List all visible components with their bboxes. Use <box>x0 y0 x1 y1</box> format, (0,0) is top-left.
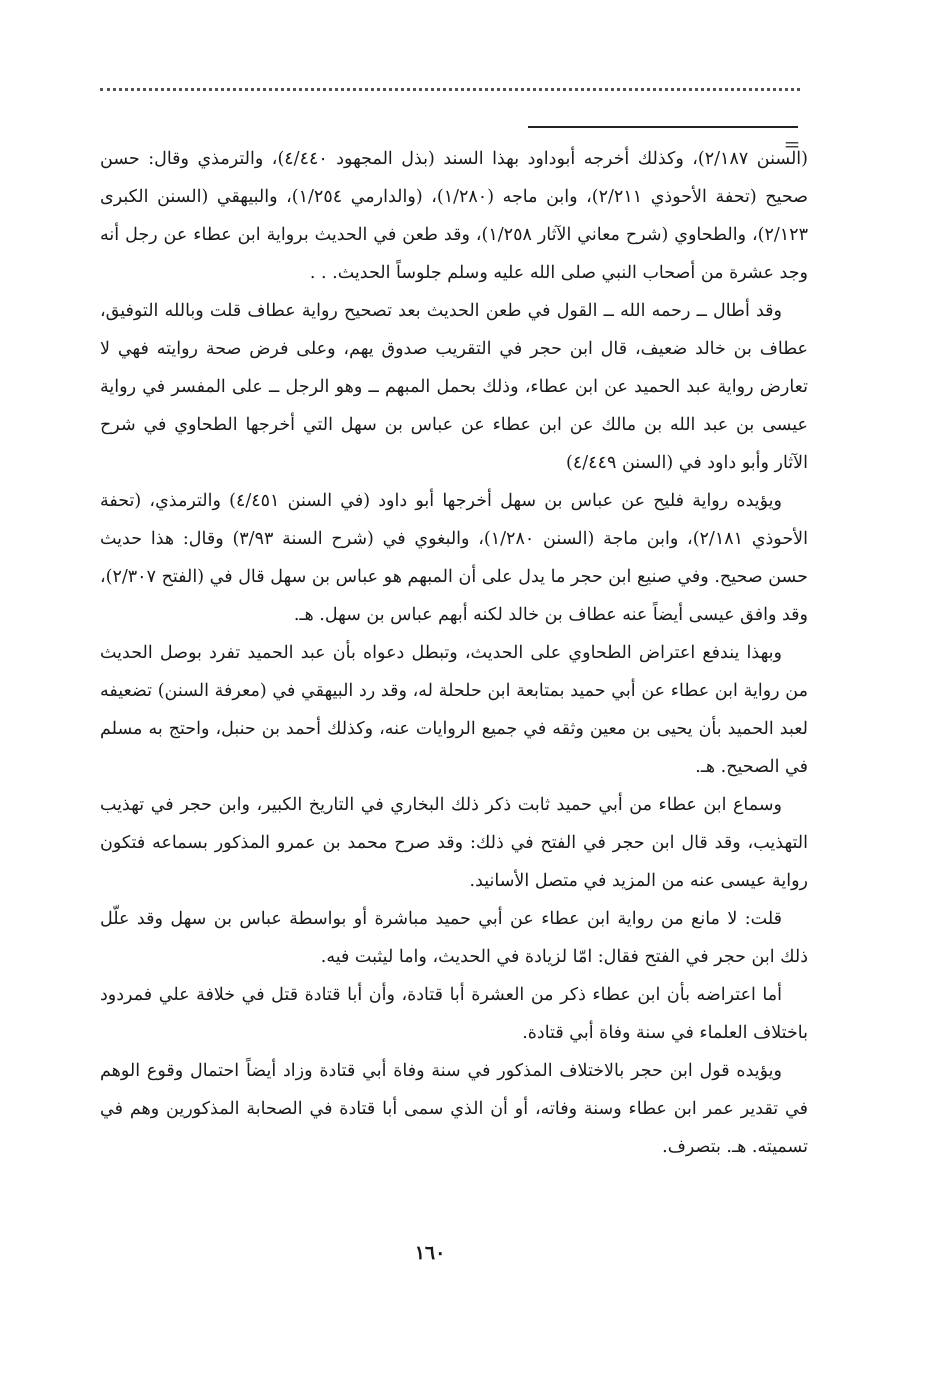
footnote-separator-rule <box>528 126 798 128</box>
footnote-continuation-mark: = <box>783 132 801 156</box>
header-dotted-rule <box>100 88 800 91</box>
footnote-paragraph-5: وسماع ابن عطاء من أبي حميد ثابت ذكر ذلك البخاري في التاريخ الكبير، وابن حجر في تهذيب التهذيب، وقد قال ابن حجر في الفتح في ذلك: وقد صرح محمد بن عمرو المذكور بسماعه فتكون رواية عيسى عنه من المزيد في متصل الأسانيد. <box>100 795 808 891</box>
footnote-paragraph-8: ويؤيده قول ابن حجر بالاختلاف المذكور في سنة وفاة أبي قتادة وزاد أيضاً احتمال وقوع الوهم في تقدير عمر ابن عطاء وسنة وفاته، أو أن الذي سمى أبا قتادة في الصحابة المذكورين وهم في تسميته. هـ. بتصرف. <box>100 1061 808 1157</box>
footnote-paragraph-6: قلت: لا مانع من رواية ابن عطاء عن أبي حميد مباشرة أو بواسطة عباس بن سهل وقد علّل ذلك ابن حجر في الفتح فقال: امّا لزيادة في الحديث، واما ليثبت فيه. <box>100 909 808 967</box>
footnote-text <box>100 140 808 1166</box>
footnote-paragraph-7: أما اعتراضه بأن ابن عطاء ذكر من العشرة أبا قتادة، وأن أبا قتادة قتل في خلافة علي فمردود باختلاف العلماء في سنة وفاة أبي قتادة. <box>100 985 808 1043</box>
page-number: ١٦٠ <box>414 1242 446 1264</box>
footnote-paragraph-1: (السنن ٢/١٨٧)، وكذلك أخرجه أبوداود بهذا السند (بذل المجهود ٤/٤٤٠)، والترمذي وقال: حسن صحيح (تحفة الأحوذي ٢/٢١١)، وابن ماجه (١/٢٨٠)، (والدارمي ١/٢٥٤)، والبيهقي (السنن الكبرى ٢/١٢٣)، والطحاوي (شرح معاني الآثار ١/٢٥٨)، وقد طعن في الحديث برواية ابن عطاء عن رجل أنه وجد عشرة من أصحاب النبي صلى الله عليه وسلم جلوساً الحديث. . . <box>100 149 809 283</box>
footnote-paragraph-4: وبهذا يندفع اعتراض الطحاوي على الحديث، وتبطل دعواه بأن عبد الحميد تفرد بوصل الحديث من رواية ابن عطاء عن أبي حميد بمتابعة ابن حلحلة له، وقد رد البيهقي في (معرفة السنن) تضعيفه لعبد الحميد بأن يحيى بن معين وثقه في جميع الروايات عنه، وكذلك أحمد بن حنبل، واحتج به مسلم في الصحيح. هـ. <box>100 643 808 777</box>
footnote-paragraph-3: ويؤيده رواية فليح عن عباس بن سهل أخرجها أبو داود (في السنن ٤/٤٥١) والترمذي، (تحفة الأحوذي ٢/١٨١)، وابن ماجة (السنن ١/٢٨٠)، والبغوي في (شرح السنة ٣/٩٣) وقال: هذا حديث حسن صحيح. وفي صنيع ابن حجر ما يدل على أن المبهم هو عباس بن سهل قال في (الفتح ٢/٣٠٧)، وقد وافق عيسى أيضاً عنه عطاف بن خالد لكنه أبهم عباس بن سهل. هـ. <box>100 491 809 625</box>
footnote-paragraph-2: وقد أطال ــ رحمه الله ــ القول في طعن الحديث بعد تصحيح رواية عطاف قلت وبالله التوفيق، عطاف بن خالد ضعيف، قال ابن حجر في التقريب صدوق يهم، وعلى فرض صحة روايته فهي لا تعارض رواية عبد الحميد عن ابن عطاء، وذلك بحمل المبهم ــ وهو الرجل ــ على المفسر في رواية عيسى بن عبد الله بن مالك عن ابن عطاء عن عباس بن سهل التي أخرجها الطحاوي في شرح الآثار وأبو داود في (السنن ٤/٤٤٩) <box>100 301 808 473</box>
